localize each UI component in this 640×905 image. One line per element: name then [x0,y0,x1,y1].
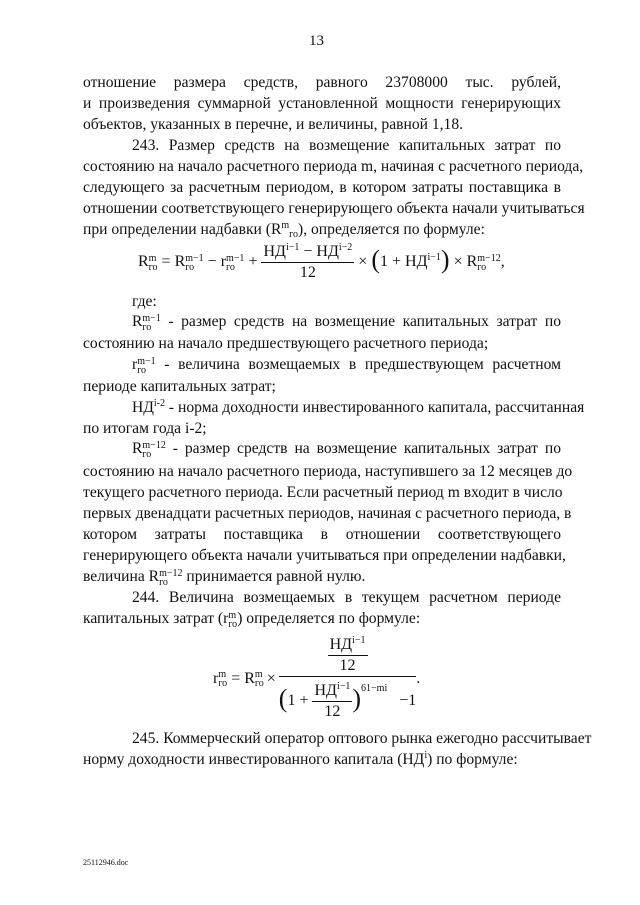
definition-line: R m−1 го - размер средств на возмещение капитальных затрат по [132,313,561,333]
definition-line: по итогам года i-2; [83,420,207,437]
paragraph-line: и произведения суммарной установленной мощности генерирующих [83,95,561,112]
formula-244: r m го = R m го × $\frac{НД^{i-1}}{12}$ (1 + $\frac{НД^{i-1}}{12}$ )$^{61-mi}$ −1 . [213,635,421,720]
paragraph-245-line: 245. Коммерческий оператор оптового рынка ежегодно рассчитывает [132,730,592,747]
definition-line: котором затраты поставщика в отношении соответствующего [83,526,561,543]
definition-line: первых двенадцати расчетных периодов, начиная с расчетного периода, в [83,505,572,522]
definition-line: текущего расчетного периода. Если расчетный период m входит в число [83,484,563,501]
paragraph-line: отношение размера средств, равного 23708000 тыс. рублей, [83,74,561,91]
fraction: $\frac{НД^{i-1}}{12}$ (1 + $\frac{НД^{i-1}}{12}$ )$^{61-mi}$ −1 [278,635,417,720]
formula-243: R m го = R m−1 го − r m−1 го + $\frac{НД^{i-1} - НД^{i-2}}{12}$ × $(1 + НД^{i-1}) \times R$ m−12 го , [138,242,505,281]
definition-line: состоянию на начало расчетного периода, наступившего за 12 месяцев до [83,463,573,480]
paragraph-243-line: состоянию на начало расчетного периода m, начиная с расчетного периода, [83,158,584,175]
definition-line: r m−1 го - величина возмещаемых в предшествующем расчетном [132,356,561,376]
definition-line: периоде капитальных затрат; [83,378,276,395]
paragraph-243-line: отношении соответствующего генерирующего объекта начали учитываться [83,200,585,217]
paragraph-243-line: при определении надбавки $(R^mго)$, определяется по формуле: [83,220,485,240]
definition-line: состоянию на начало предшествующего расчетного периода; [83,335,489,352]
definition-line: НД$^{i-2}$ - норма доходности инвестированного капитала, рассчитанная [132,398,585,416]
fraction: $\frac{НД^{i-1} - НД^{i-2}}{12}$ [263,242,353,281]
paragraph-244-line: капитальных затрат (r m го ) определяется по формуле: [83,610,421,630]
file-name-footer: 25112946.doc [83,858,129,867]
page-number: 13 [309,33,324,49]
where-label: где: [132,293,157,310]
paragraph-244-line: 244. Величина возмещаемых в текущем расчетном периоде [132,589,561,606]
paragraph-243-line: 243. Размер средств на возмещение капитальных затрат по [132,137,561,154]
definition-line: генерирующего объекта начали учитываться при определении надбавки, [83,547,566,564]
paragraph-line: объектов, указанных в перечне, и величины, равной 1,18. [83,116,464,133]
paragraph-245-line: норму доходности инвестированного капитала $(НД^i)$ по формуле: [83,750,518,768]
definition-line: R m−12 го - размер средств на возмещение капитальных затрат по [132,440,561,460]
definition-line: величина R m−12 го принимается равной нулю. [83,568,366,588]
paragraph-243-line: следующего за расчетным периодом, в котором затраты поставщика в [83,179,561,196]
